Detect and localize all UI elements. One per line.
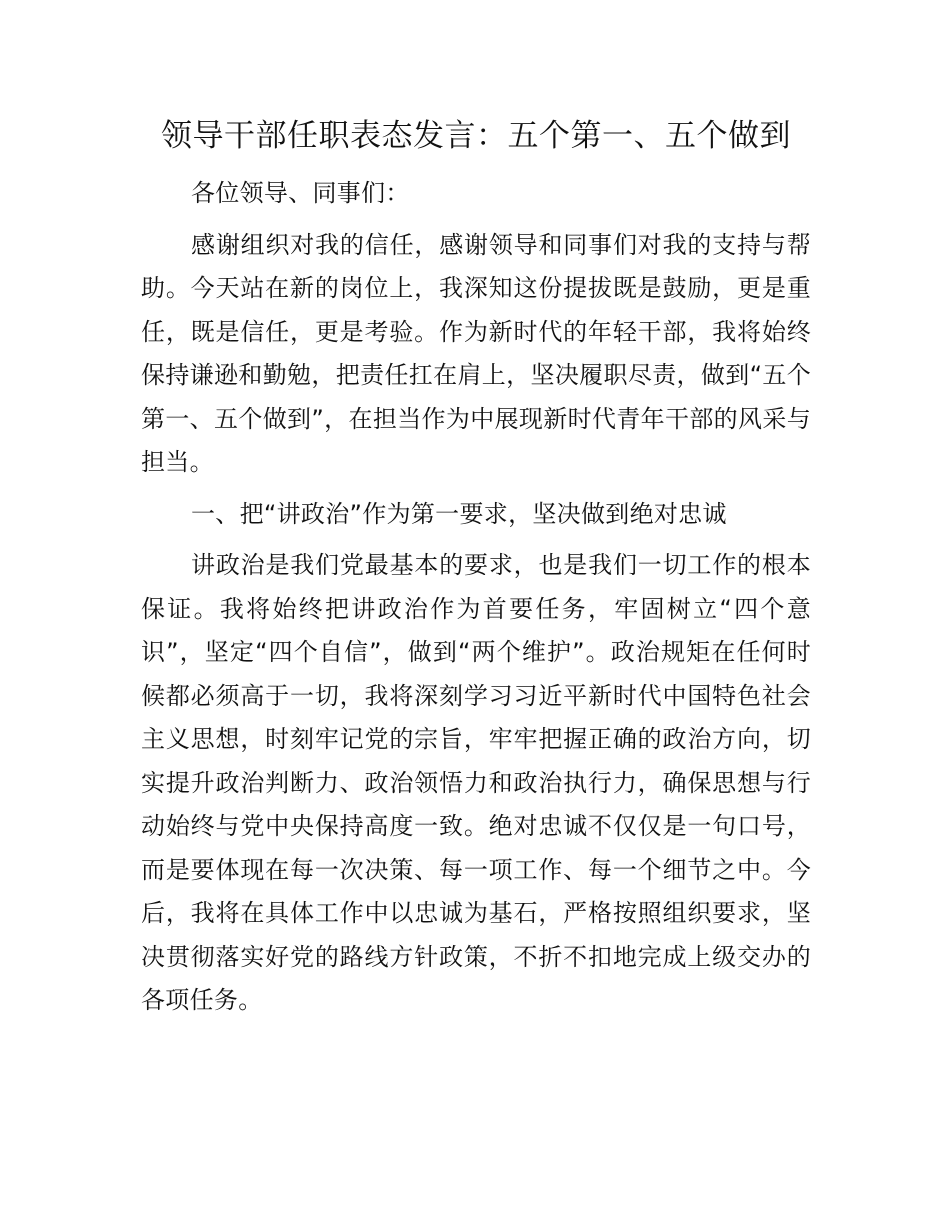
paragraph-gap xyxy=(141,485,811,493)
document-body xyxy=(141,112,811,1023)
salutation: 各位领导、同事们： xyxy=(191,179,410,207)
paragraph-gap xyxy=(141,536,811,544)
paragraph-gap xyxy=(141,216,811,224)
section-heading-1: 一、把“讲政治”作为第一要求，坚决做到绝对忠诚 xyxy=(191,499,727,528)
section-body-1: 讲政治是我们党最基本的要求，也是我们一切工作的根本保证。我将始终把讲政治作为首要任务，牢固树立“四个意识”，坚定“四个自信”，做到“两个维护”。政治规矩在任何时候都必须高于一切，我将深刻学习习近平新时代中国特色社会主义思想，时刻牢记党的宗旨，牢牢把握正确的政治方向，切实提升政治判断力、政治领悟力和政治执行力，确保思想与行动始终与党中央保持高度一致。绝对忠诚不仅仅是一句口号，而是要体现在每一次决策、每一项工作、每一个细节之中。今后，我将在具体工作中以忠诚为基石，严格按照组织要求，坚决贯彻落实好党的路线方针政策，不折不扣地完成上级交办的各项任务。 xyxy=(141,551,811,1014)
intro-paragraph: 感谢组织对我的信任，感谢领导和同事们对我的支持与帮助。今天站在新的岗位上，我深知这份提拔既是鼓励，更是重任，既是信任，更是考验。作为新时代的年轻干部，我将始终保持谦逊和勤勉，把责任扛在肩上，坚决履职尽责，做到“五个第一、五个做到”，在担当作为中展现新时代青年干部的风采与担当。 xyxy=(141,230,811,476)
document-title: 领导干部任职表态发言：五个第一、五个做到 xyxy=(161,118,791,154)
